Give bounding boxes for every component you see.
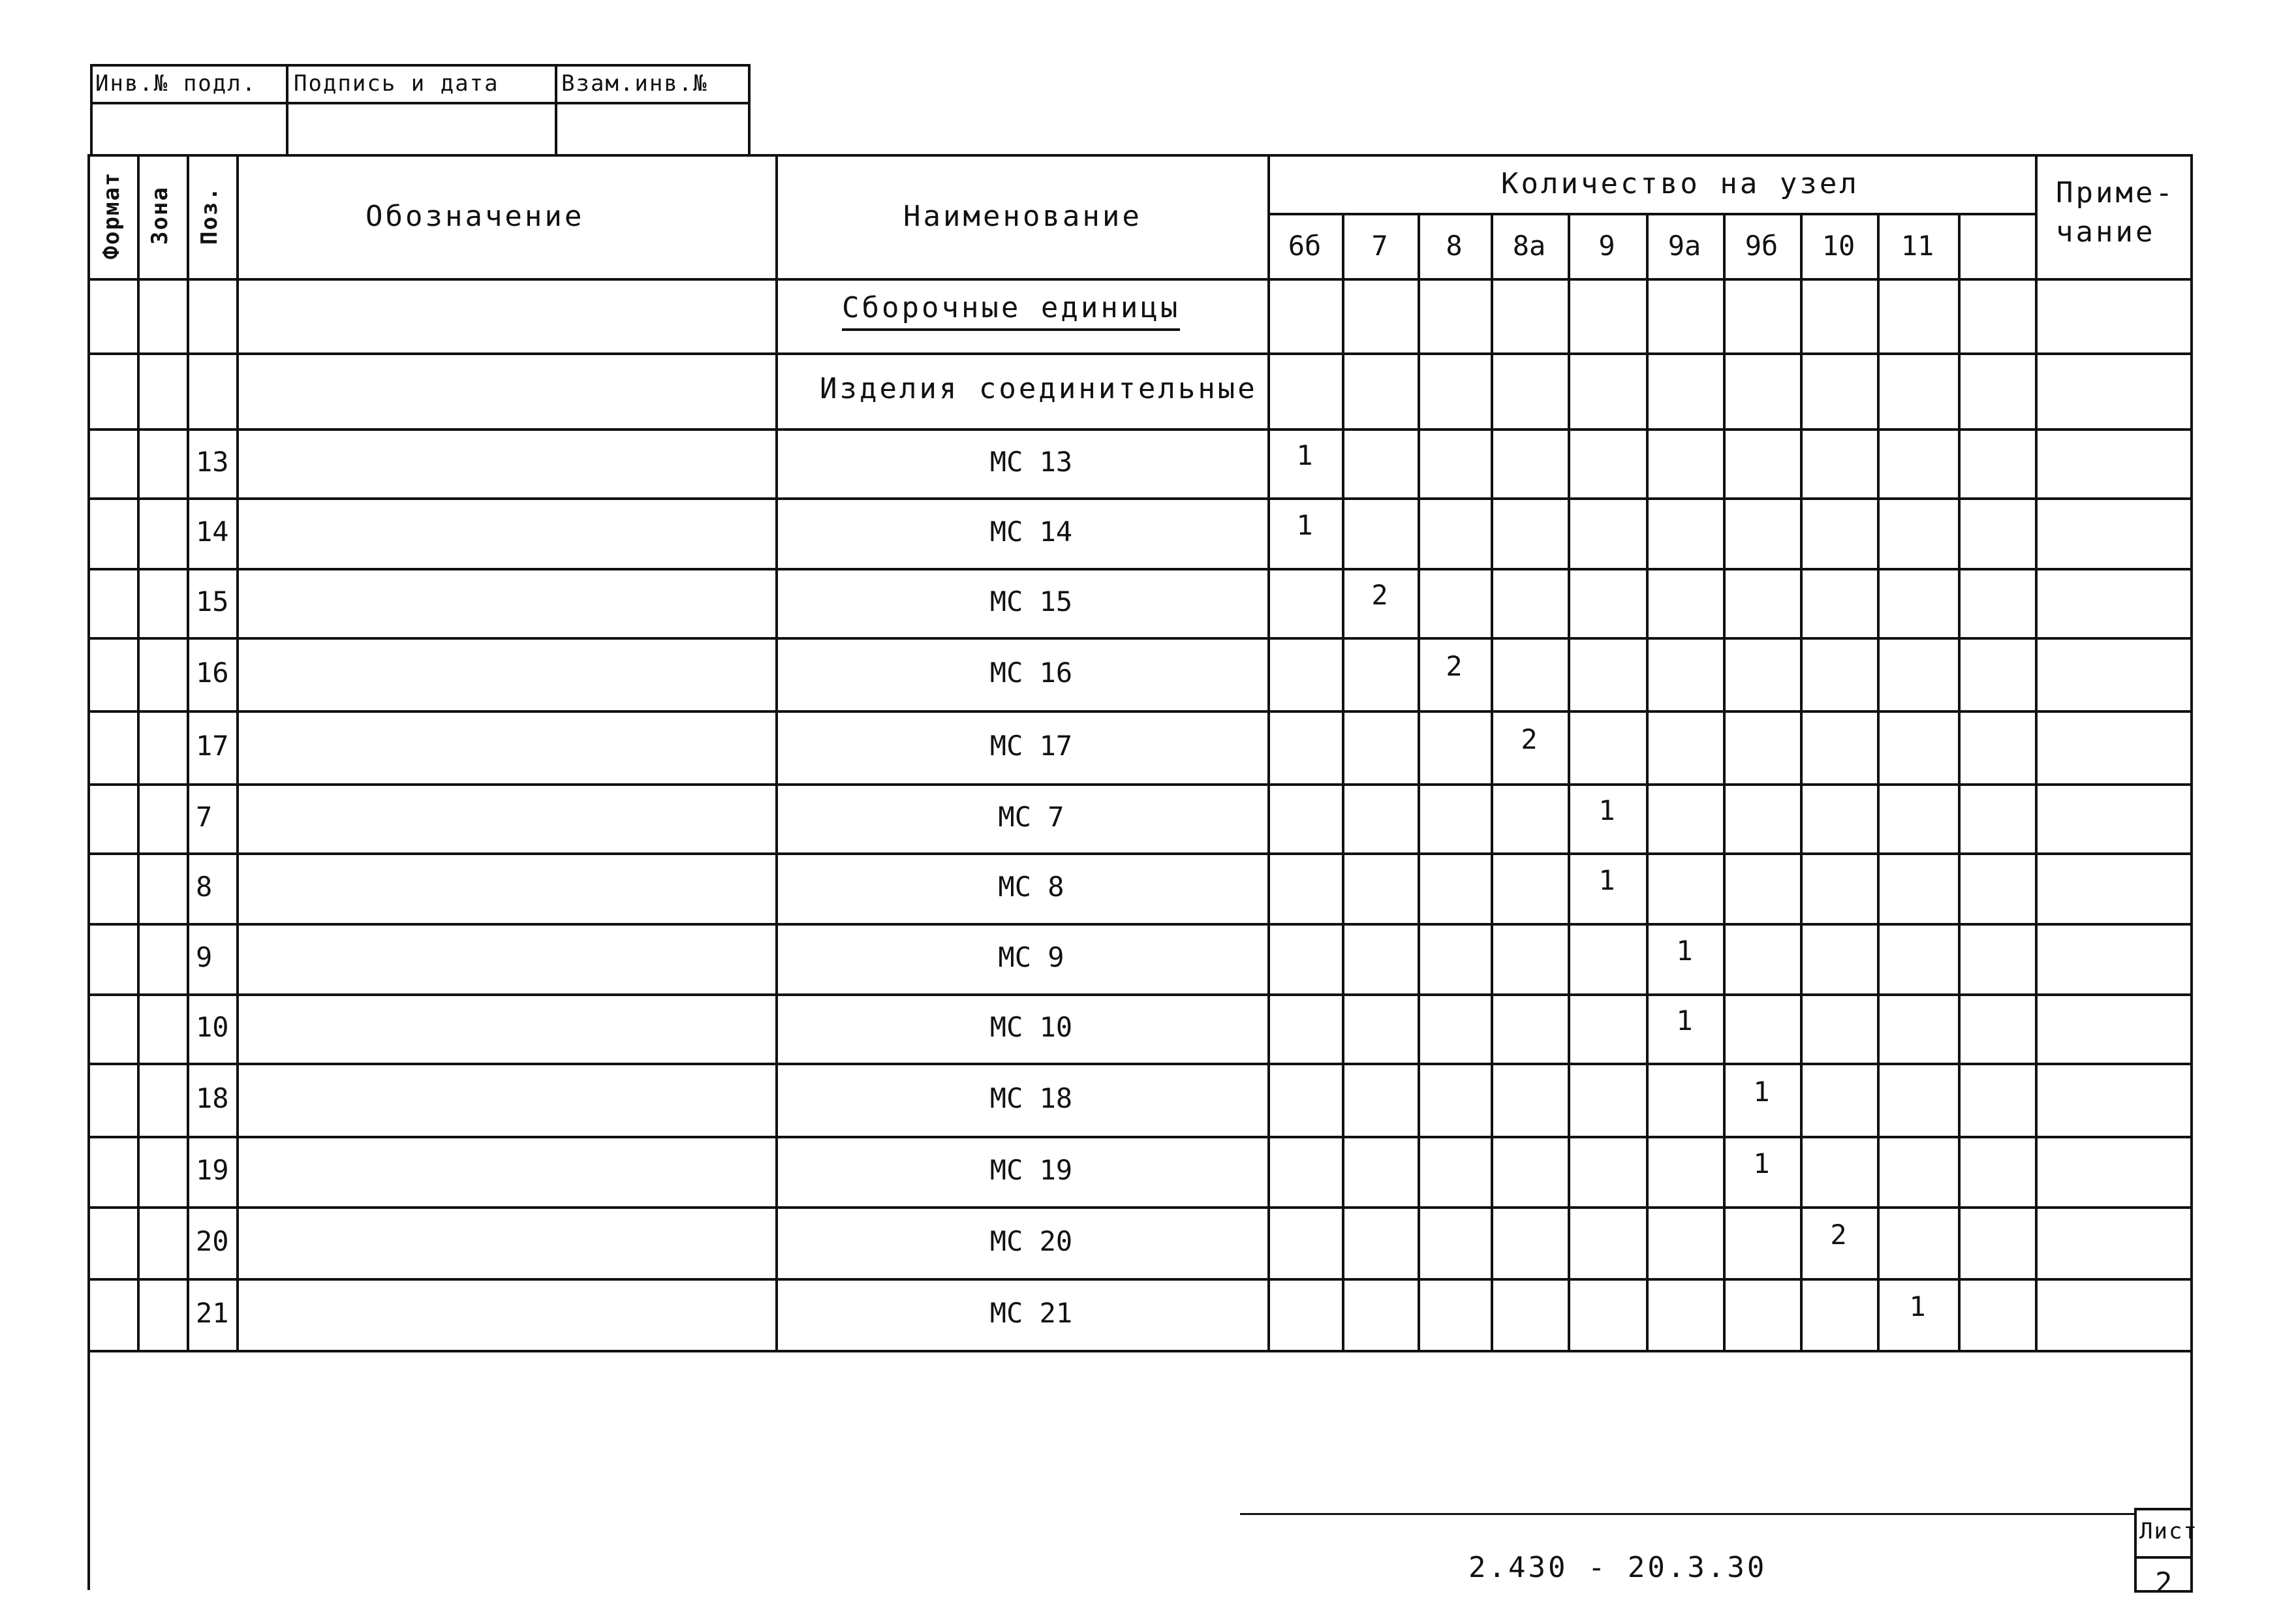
row-poz: 19 (196, 1154, 229, 1186)
row-qty: 1 (1753, 1076, 1770, 1108)
row-poz: 13 (196, 446, 229, 478)
row-poz: 16 (196, 657, 229, 689)
row-poz: 18 (196, 1082, 229, 1114)
qty-col-header: 8а (1512, 230, 1546, 262)
grid-vline (236, 154, 239, 1352)
qty-col-header: 9 (1598, 230, 1615, 262)
grid-qty-vline (1800, 213, 1803, 1352)
grid-vline (775, 154, 778, 1352)
row-poz: 14 (196, 516, 229, 548)
grid-vline (187, 154, 189, 1352)
grid-qty-vline (1723, 213, 1726, 1352)
row-poz: 10 (196, 1011, 229, 1043)
row-name: МС 20 (989, 1225, 1073, 1257)
grid-qty-vline (1646, 213, 1649, 1352)
grid-vline (2190, 154, 2193, 1352)
grid-qty-vline (1491, 213, 1493, 1352)
grid-qty-vline (1958, 213, 1961, 1352)
grid-hline (87, 710, 2190, 713)
row-qty: 2 (1521, 723, 1538, 755)
grid-hline (87, 852, 2190, 855)
grid-hline (87, 352, 2190, 355)
footer-rule (1240, 1513, 2134, 1515)
row-qty: 1 (1676, 935, 1693, 967)
grid-hline (87, 1063, 2190, 1065)
grid-hline (87, 428, 2190, 431)
section-connecting-items: Изделия соединительные (820, 372, 1258, 405)
grid-hline (87, 637, 2190, 640)
grid-qty-header-line (1267, 213, 2035, 215)
row-name: МС 16 (989, 657, 1073, 689)
header-format: Формат (99, 171, 125, 260)
row-qty: 1 (1753, 1148, 1770, 1179)
header-zona: Зона (147, 186, 173, 245)
qty-col-header: 10 (1822, 230, 1855, 262)
grid-hline (87, 1136, 2190, 1138)
row-poz: 7 (196, 801, 213, 833)
grid-hline (87, 1278, 2190, 1281)
row-qty: 2 (1446, 650, 1463, 682)
row-name: МС 19 (989, 1154, 1073, 1186)
header-poz: Поз. (196, 186, 223, 245)
qty-col-header: 6б (1288, 230, 1322, 262)
row-name: МС 8 (998, 871, 1064, 903)
sheet-divider (2134, 1556, 2193, 1559)
row-poz: 9 (196, 941, 213, 973)
row-qty: 2 (1830, 1219, 1847, 1251)
grid-hline (87, 993, 2190, 996)
row-qty: 1 (1296, 439, 1313, 471)
row-qty: 1 (1598, 794, 1615, 826)
header-naimenovanie: Наименование (903, 200, 1142, 233)
stamp-podpis-data: Подпись и дата (294, 70, 499, 97)
row-qty: 1 (1296, 509, 1313, 541)
row-poz: 8 (196, 871, 213, 903)
stamp-col-line-2 (555, 64, 557, 157)
qty-col-header: 8 (1446, 230, 1463, 262)
grid-hline (87, 923, 2190, 926)
grid-hline (87, 1350, 2190, 1352)
header-primechanie-1: Приме- (2056, 176, 2175, 210)
row-name: МС 17 (989, 730, 1073, 762)
row-name: МС 13 (989, 446, 1073, 478)
row-poz: 17 (196, 730, 229, 762)
stamp-vzam-inv: Взам.инв.№ (561, 70, 708, 97)
grid-hline (87, 497, 2190, 500)
grid-vline (137, 154, 140, 1352)
sheet-number: 2 (2155, 1567, 2175, 1600)
grid-qty-vline (1877, 213, 1880, 1352)
row-name: МС 18 (989, 1082, 1073, 1114)
grid-hline (87, 278, 2190, 281)
grid-vline (2035, 154, 2038, 1352)
qty-col-header: 9а (1668, 230, 1701, 262)
qty-col-header: 11 (1900, 230, 1934, 262)
sheet-label: Лист (2139, 1518, 2198, 1544)
header-kolichestvo: Количество на узел (1501, 167, 1859, 200)
row-qty: 2 (1371, 579, 1388, 611)
stamp-col-line-1 (286, 64, 288, 157)
row-poz: 15 (196, 586, 229, 617)
grid-vline (1267, 154, 1270, 1352)
section-assembly-units: Сборочные единицы (842, 291, 1180, 331)
header-primechanie-2: чание (2056, 215, 2156, 249)
qty-col-header: 7 (1371, 230, 1388, 262)
document-code: 2.430 - 20.3.30 (1468, 1551, 1767, 1584)
grid-hline (87, 783, 2190, 786)
stamp-divider (90, 102, 751, 104)
grid-qty-vline (1418, 213, 1420, 1352)
grid-hline (87, 568, 2190, 570)
row-name: МС 21 (989, 1297, 1073, 1329)
header-oboznachenie: Обозначение (365, 200, 585, 233)
stamp-inv-podl: Инв.№ подл. (95, 70, 257, 97)
grid-qty-vline (1342, 213, 1344, 1352)
qty-col-header: 9б (1745, 230, 1778, 262)
grid-hline (87, 1206, 2190, 1209)
frame-top (87, 154, 2193, 157)
row-qty: 1 (1909, 1290, 1926, 1322)
row-name: МС 10 (989, 1011, 1073, 1043)
grid-qty-vline (1568, 213, 1570, 1352)
row-name: МС 15 (989, 586, 1073, 617)
row-poz: 20 (196, 1225, 229, 1257)
grid-vline (87, 154, 90, 1352)
row-qty: 1 (1598, 864, 1615, 896)
row-qty: 1 (1676, 1005, 1693, 1037)
row-name: МС 14 (989, 516, 1073, 548)
row-name: МС 9 (998, 941, 1064, 973)
row-poz: 21 (196, 1297, 229, 1329)
row-name: МС 7 (998, 801, 1064, 833)
